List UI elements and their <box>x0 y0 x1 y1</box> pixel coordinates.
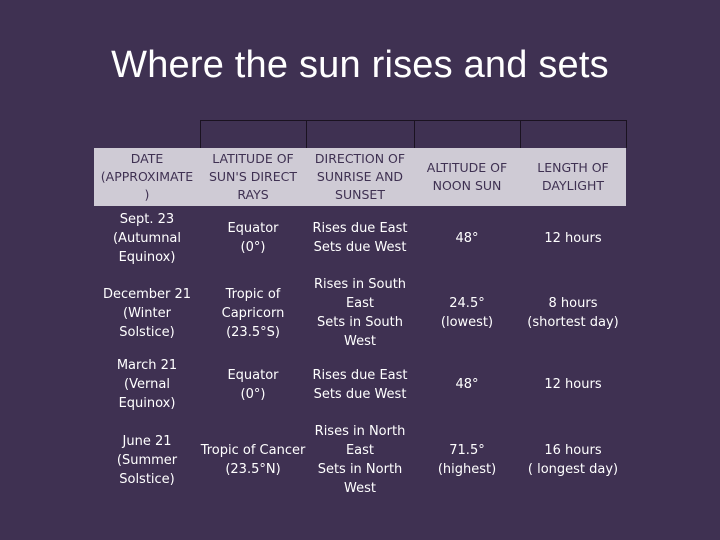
top-band-empty <box>94 121 200 149</box>
cell-direction: Rises in North East Sets in North West <box>314 424 406 496</box>
sun-table <box>94 120 627 507</box>
cell-latitude: Equator (0°) <box>227 221 279 255</box>
cell-latitude: Equator (0°) <box>227 367 279 402</box>
cell-altitude: 24.5° (lowest) <box>440 296 494 330</box>
cell-daylight: 16 hours ( longest day) <box>527 443 619 477</box>
top-band-box <box>306 121 414 149</box>
table-row <box>94 356 626 413</box>
cell-date: December 21 (Winter Solstice) <box>102 286 192 340</box>
header-altitude: ALTITUDE OF NOON SUN <box>414 148 520 206</box>
cell-latitude: Tropic of Cancer (23.5°N) <box>200 443 306 477</box>
cell-daylight: 8 hours (shortest day) <box>527 296 619 330</box>
header-direction: DIRECTION OF SUNRISE AND SUNSET <box>306 148 414 206</box>
top-band-box <box>520 121 626 149</box>
table-row <box>94 413 626 507</box>
header-date: DATE (APPROXIMATE ) <box>94 148 200 206</box>
cell-altitude: 48° <box>455 377 479 392</box>
cell-altitude: 71.5° (highest) <box>437 443 497 477</box>
cell-date: March 21 (Vernal Equinox) <box>116 358 178 411</box>
slide-title: Where the sun rises and sets <box>111 44 609 86</box>
cell-direction: Rises in South East Sets in South West <box>313 277 407 349</box>
table-header-row <box>94 148 626 206</box>
header-daylight: LENGTH OF DAYLIGHT <box>520 148 626 206</box>
table-row <box>94 206 626 270</box>
table-row <box>94 270 626 356</box>
cell-direction: Rises due East Sets due West <box>312 221 408 255</box>
cell-daylight: 12 hours <box>544 230 602 246</box>
cell-date: Sept. 23 (Autumnal Equinox) <box>112 211 182 265</box>
top-band-box <box>200 121 306 149</box>
cell-daylight: 12 hours <box>544 377 602 392</box>
header-latitude: LATITUDE OF SUN'S DIRECT RAYS <box>200 148 306 206</box>
top-band-box <box>414 121 520 149</box>
cell-date: June 21 (Summer Solstice) <box>116 433 178 487</box>
cell-latitude: Tropic of Capricorn (23.5°S) <box>221 286 285 340</box>
cell-altitude: 48° <box>455 230 479 246</box>
cell-direction: Rises due East Sets due West <box>312 367 408 402</box>
table-top-band <box>94 121 626 149</box>
